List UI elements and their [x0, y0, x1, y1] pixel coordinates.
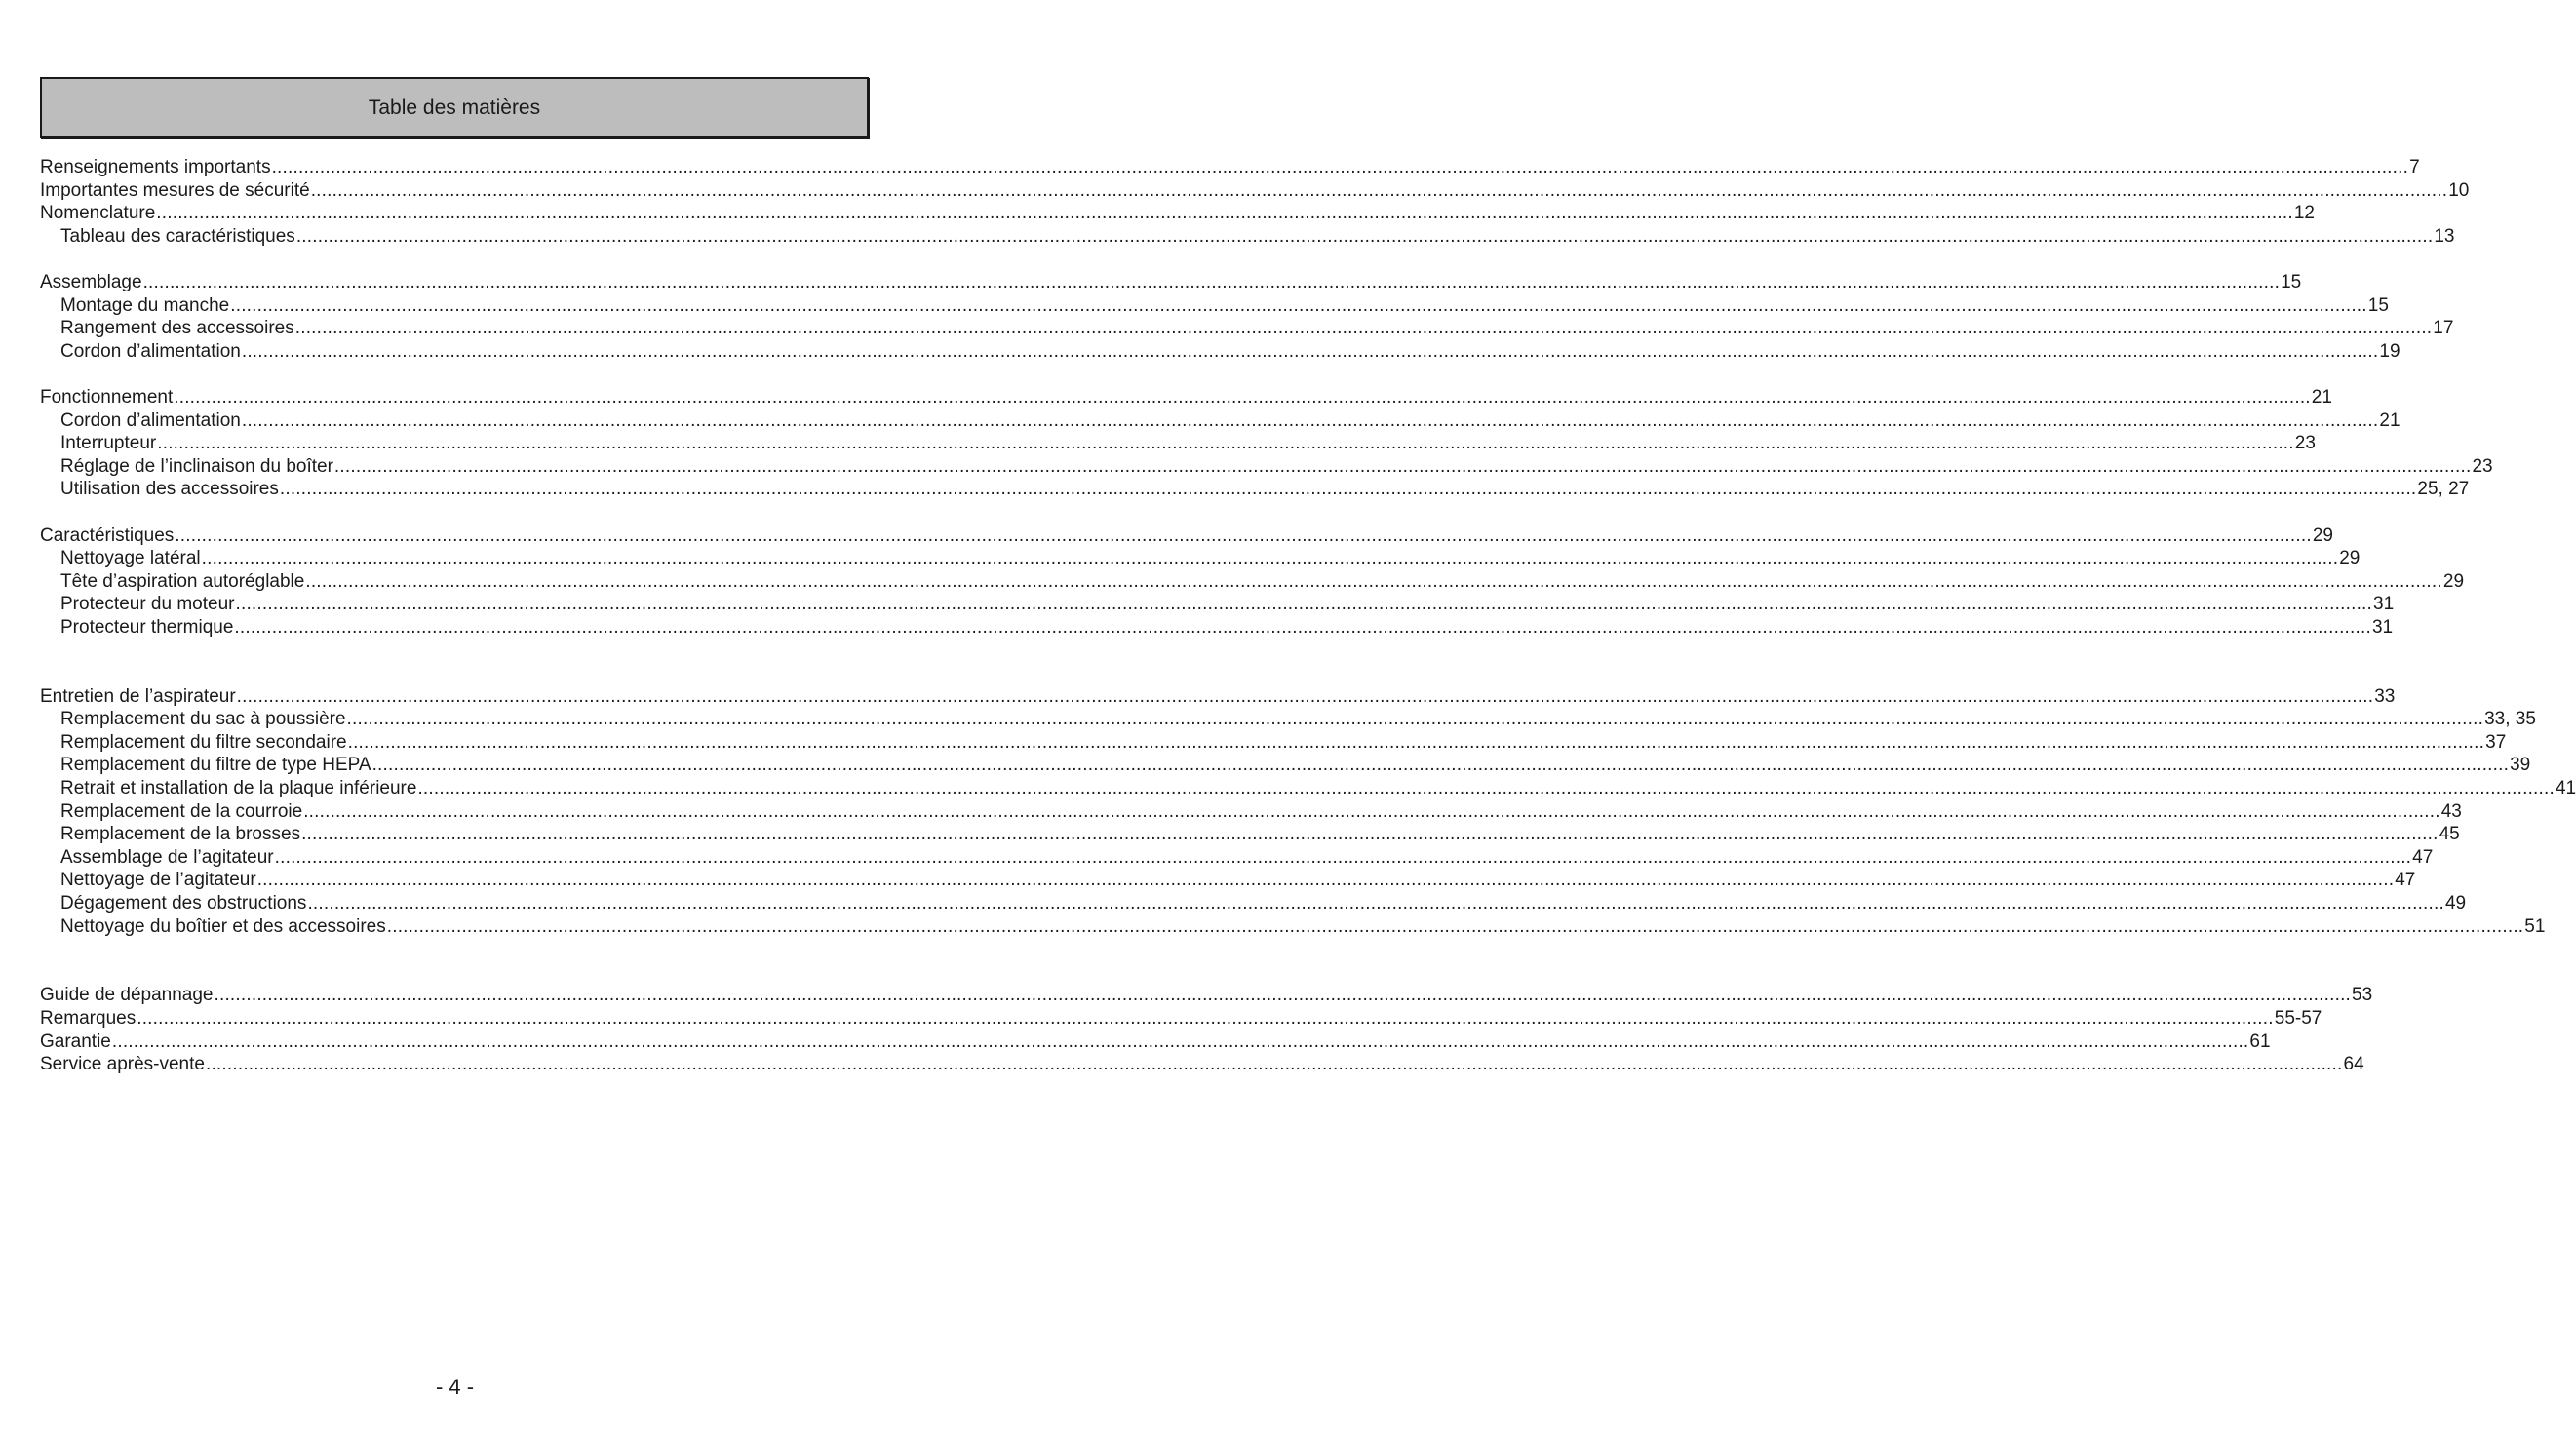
- toc-entry: [40, 570, 2465, 594]
- dot-leader: ................................................................................................................................................................................................................................................................................................................................................................................................................: [301, 824, 2439, 845]
- toc-entry-label: Tête d’aspiration autoréglable: [60, 570, 305, 592]
- dot-leader: ................................................................................................................................................................................................................................................................................................................................................................................................................: [346, 709, 2484, 730]
- toc-entry-page: 47: [2395, 870, 2416, 891]
- toc-entry-label: Assemblage: [40, 271, 142, 292]
- toc-entry: [40, 731, 2507, 755]
- section-spacer: [40, 363, 856, 386]
- toc-entry-page: 43: [2440, 800, 2462, 822]
- toc-entry-page: 49: [2444, 893, 2467, 913]
- toc-entry-label: Protecteur du moteur: [60, 594, 235, 615]
- toc-entry-page: 53: [2352, 985, 2373, 1006]
- dot-leader: ................................................................................................................................................................................................................................................................................................................................................................................................................: [241, 340, 2379, 362]
- dot-leader: ................................................................................................................................................................................................................................................................................................................................................................................................................: [234, 616, 2371, 638]
- dot-leader: ................................................................................................................................................................................................................................................................................................................................................................................................................: [175, 525, 2312, 546]
- toc-title-box: [40, 77, 869, 138]
- toc-entry-page: 23: [2294, 433, 2316, 454]
- toc-entry-label: Fonctionnement: [40, 386, 174, 408]
- toc-entry: [40, 1007, 2322, 1030]
- dot-leader: ................................................................................................................................................................................................................................................................................................................................................................................................................: [371, 755, 2510, 776]
- toc-entry-label: Protecteur thermique: [60, 616, 234, 638]
- toc-entry: [40, 869, 2416, 892]
- toc-entry: [40, 409, 2400, 433]
- dot-leader: ................................................................................................................................................................................................................................................................................................................................................................................................................: [137, 1007, 2274, 1029]
- toc-title: Table des matières: [368, 96, 541, 119]
- toc-entry-label: Remplacement de la courroie: [60, 800, 303, 822]
- toc-entry: [40, 708, 2536, 731]
- dot-leader: ................................................................................................................................................................................................................................................................................................................................................................................................................: [386, 915, 2524, 937]
- page-number: - 4 -: [435, 1375, 475, 1399]
- dot-leader: ................................................................................................................................................................................................................................................................................................................................................................................................................: [256, 870, 2395, 891]
- toc-entry-page: 39: [2510, 755, 2531, 776]
- toc-entry: [40, 1030, 2271, 1054]
- toc-entry-page: 64: [2343, 1054, 2364, 1075]
- toc-entry-label: Remarques: [40, 1007, 137, 1029]
- dot-leader: ................................................................................................................................................................................................................................................................................................................................................................................................................: [201, 548, 2339, 569]
- toc-entry-page: 61: [2249, 1030, 2271, 1052]
- toc-entry-page: 31: [2371, 616, 2394, 638]
- toc-entry: [40, 225, 2455, 249]
- toc-entry-label: Utilisation des accessoires: [60, 479, 279, 500]
- toc-entry-label: Cordon d’alimentation: [60, 409, 241, 431]
- toc-entry-label: Assemblage de l’agitateur: [60, 846, 274, 868]
- dot-leader: ................................................................................................................................................................................................................................................................................................................................................................................................................: [236, 685, 2374, 707]
- toc-entry: [40, 616, 2394, 640]
- dot-leader: ................................................................................................................................................................................................................................................................................................................................................................................................................: [303, 800, 2440, 822]
- dot-leader: ................................................................................................................................................................................................................................................................................................................................................................................................................: [157, 433, 2294, 454]
- toc-section-heading: [40, 525, 2333, 548]
- dot-leader: ................................................................................................................................................................................................................................................................................................................................................................................................................: [295, 225, 2434, 247]
- section-spacer: [40, 639, 856, 684]
- toc-entry-label: Remplacement de la brosses: [60, 824, 301, 845]
- toc-entry-page: 47: [2412, 846, 2434, 868]
- dot-leader: ................................................................................................................................................................................................................................................................................................................................................................................................................: [279, 479, 2417, 500]
- dot-leader: ................................................................................................................................................................................................................................................................................................................................................................................................................: [347, 731, 2485, 753]
- toc-entry-label: Service après-vente: [40, 1054, 205, 1075]
- dot-leader: ................................................................................................................................................................................................................................................................................................................................................................................................................: [111, 1030, 2249, 1052]
- toc-entry-page: 29: [2442, 570, 2465, 592]
- toc-section-heading: [40, 685, 2396, 709]
- dot-leader: ................................................................................................................................................................................................................................................................................................................................................................................................................: [294, 318, 2433, 339]
- toc-entry-label: Cordon d’alimentation: [60, 340, 241, 362]
- toc-entry-page: 21: [2311, 386, 2332, 408]
- toc-entry-label: Entretien de l’aspirateur: [40, 685, 236, 707]
- toc-entry-label: Nomenclature: [40, 203, 156, 224]
- toc-entry-label: Nettoyage latéral: [60, 548, 201, 569]
- toc-entry-label: Montage du manche: [60, 294, 230, 316]
- toc-entry: [40, 892, 2467, 915]
- toc-entry-page: 33: [2374, 685, 2396, 707]
- dot-leader: ................................................................................................................................................................................................................................................................................................................................................................................................................: [271, 157, 2409, 177]
- toc-entry-label: Dégagement des obstructions: [60, 893, 307, 913]
- dot-leader: ................................................................................................................................................................................................................................................................................................................................................................................................................: [235, 594, 2373, 615]
- toc-entry-page: 17: [2433, 318, 2454, 339]
- toc-section-heading: [40, 386, 2332, 409]
- dot-leader: ................................................................................................................................................................................................................................................................................................................................................................................................................: [310, 179, 2448, 201]
- toc-entry-label: Nettoyage du boîtier et des accessoires: [60, 915, 386, 937]
- toc-entry: [40, 593, 2395, 616]
- toc-entry-page: 55-57: [2274, 1007, 2322, 1029]
- toc-entry: [40, 846, 2434, 870]
- toc-entry-page: 15: [2367, 294, 2389, 316]
- section-spacer: [40, 501, 856, 525]
- toc-entry: [40, 915, 2546, 939]
- toc-entry-label: Remplacement du filtre de type HEPA: [60, 755, 371, 776]
- toc-entry-page: 13: [2434, 225, 2455, 247]
- toc-section-heading: [40, 156, 2420, 179]
- dot-leader: ................................................................................................................................................................................................................................................................................................................................................................................................................: [142, 271, 2281, 292]
- toc-entry-page: 19: [2379, 340, 2400, 362]
- toc-entry-page: 23: [2472, 455, 2493, 477]
- toc-entry-page: 45: [2439, 824, 2460, 845]
- toc-entry-page: 7: [2409, 157, 2420, 177]
- toc-entry: [40, 455, 2493, 479]
- toc-entry-label: Caractéristiques: [40, 525, 175, 546]
- dot-leader: ................................................................................................................................................................................................................................................................................................................................................................................................................: [274, 846, 2412, 868]
- table-of-contents: [40, 156, 2576, 1076]
- toc-entry-label: Nettoyage de l’agitateur: [60, 870, 256, 891]
- section-spacer: [40, 248, 856, 271]
- toc-entry: [40, 754, 2531, 777]
- dot-leader: ................................................................................................................................................................................................................................................................................................................................................................................................................: [417, 778, 2555, 799]
- dot-leader: ................................................................................................................................................................................................................................................................................................................................................................................................................: [174, 386, 2311, 408]
- dot-leader: ................................................................................................................................................................................................................................................................................................................................................................................................................: [307, 893, 2444, 913]
- dot-leader: ................................................................................................................................................................................................................................................................................................................................................................................................................: [205, 1054, 2343, 1075]
- toc-entry: [40, 1053, 2364, 1076]
- dot-leader: ................................................................................................................................................................................................................................................................................................................................................................................................................: [230, 294, 2367, 316]
- toc-entry-page: 29: [2312, 525, 2333, 546]
- toc-entry: [40, 777, 2576, 800]
- toc-entry: [40, 317, 2454, 340]
- toc-entry-label: Interrupteur: [60, 433, 157, 454]
- toc-entry-page: 41: [2555, 778, 2576, 799]
- toc-entry-page: 37: [2485, 731, 2507, 753]
- toc-entry-label: Retrait et installation de la plaque inférieure: [60, 778, 417, 799]
- toc-entry: [40, 202, 2315, 225]
- toc-entry-label: Réglage de l’inclinaison du boîter: [60, 455, 333, 477]
- dot-leader: ................................................................................................................................................................................................................................................................................................................................................................................................................: [214, 985, 2352, 1006]
- toc-entry: [40, 823, 2460, 846]
- toc-entry-label: Guide de dépannage: [40, 985, 214, 1006]
- toc-entry: [40, 800, 2462, 824]
- toc-entry: [40, 478, 2470, 501]
- toc-entry-label: Importantes mesures de sécurité: [40, 179, 310, 201]
- dot-leader: ................................................................................................................................................................................................................................................................................................................................................................................................................: [241, 409, 2379, 431]
- toc-entry-page: 21: [2379, 409, 2400, 431]
- toc-entry-page: 31: [2373, 594, 2395, 615]
- toc-entry-page: 15: [2281, 271, 2302, 292]
- toc-entry-page: 29: [2339, 548, 2361, 569]
- toc-entry-page: 10: [2448, 179, 2470, 201]
- toc-entry-page: 25, 27: [2417, 479, 2470, 500]
- toc-entry: [40, 294, 2389, 318]
- toc-entry-label: Remplacement du sac à poussière: [60, 709, 346, 730]
- toc-entry: [40, 340, 2400, 364]
- toc-entry-label: Garantie: [40, 1030, 111, 1052]
- toc-entry-label: Tableau des caractéristiques: [60, 225, 295, 247]
- dot-leader: ................................................................................................................................................................................................................................................................................................................................................................................................................: [333, 455, 2472, 477]
- toc-entry-label: Renseignements importants: [40, 157, 271, 177]
- toc-entry: [40, 179, 2470, 203]
- toc-entry-label: Remplacement du filtre secondaire: [60, 731, 347, 753]
- toc-entry: [40, 547, 2361, 570]
- toc-entry-page: 33, 35: [2484, 709, 2536, 730]
- toc-entry-label: Rangement des accessoires: [60, 318, 294, 339]
- dot-leader: ................................................................................................................................................................................................................................................................................................................................................................................................................: [156, 203, 2293, 224]
- toc-section-heading: [40, 984, 2373, 1007]
- toc-section-heading: [40, 271, 2302, 294]
- section-spacer: [40, 938, 856, 984]
- toc-entry: [40, 432, 2316, 455]
- toc-entry-page: 12: [2293, 203, 2315, 224]
- dot-leader: ................................................................................................................................................................................................................................................................................................................................................................................................................: [305, 570, 2442, 592]
- toc-entry-page: 51: [2524, 915, 2546, 937]
